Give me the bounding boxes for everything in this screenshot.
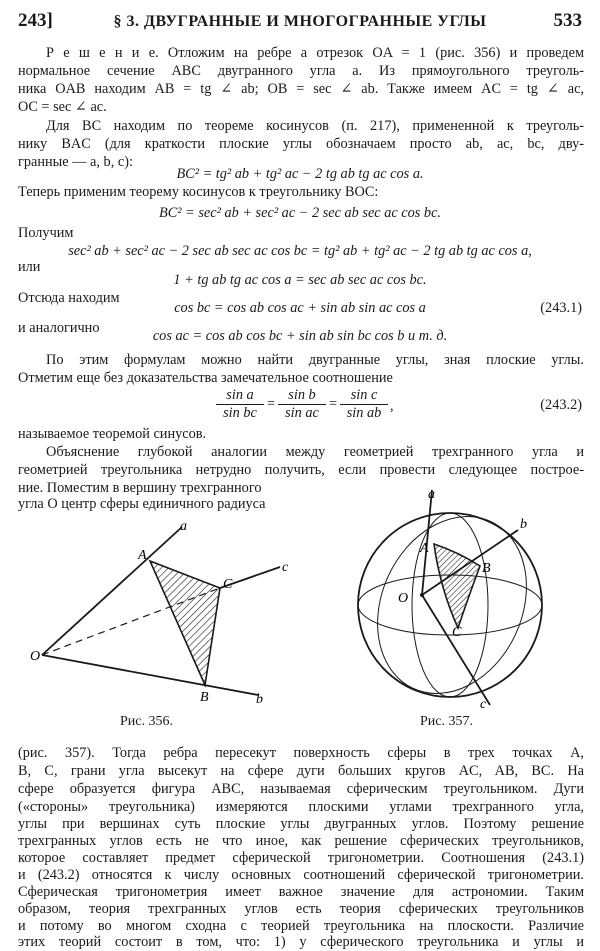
text-line: (рис. 357). Тогда ребра пересекут поверхность сферы в трех точках A, — [18, 745, 584, 761]
text-line: угла O центр сферы единичного радиуса — [18, 496, 266, 512]
equals-sign: = — [267, 396, 276, 412]
text-line: и (243.2) относятся к числу основных соотношений сферической тригонометрии. — [18, 867, 584, 883]
formula-equated: sec² ab + sec² ac − 2 sec ab sec ac cos bc = tg² ab + tg² ac − 2 tg ab tg ac cos a, — [68, 243, 532, 259]
label-C: C — [452, 625, 462, 640]
figure-356-trihedral-angle — [30, 515, 300, 715]
text-line: образом, теория трехгранных углов есть теория сферических треугольников — [18, 901, 584, 917]
equals-sign: = — [329, 396, 338, 412]
formula-cos-ac: cos ac = cos ab cos bc + sin ab sin bc cos b и т. д. — [152, 328, 448, 344]
formula-cos-bc: cos bc = cos ab cos ac + sin ab sin ac cos a — [174, 300, 426, 316]
text-line: По этим формулам можно найти двугранные углы, зная плоские углы. — [46, 352, 584, 368]
text-line: Теперь применим теорему косинусов к треугольнику BOC: — [18, 184, 379, 200]
label-b: b — [256, 692, 263, 707]
spherical-triangle-abc — [434, 544, 480, 628]
fraction-sin-a — [216, 387, 264, 422]
text-line: ника OAB находим AB = tg ∠ ab; OB = sec ∠ ab. Также имеем AC = tg ∠ ac, — [18, 81, 584, 97]
text-line: B, C, грани угла высекут на сфере дуги больших кругов AC, AB, BC. На — [18, 763, 584, 779]
label-b: b — [520, 517, 527, 532]
text-line: Сферическая тригонометрия имеет важное значение для астрономии. Таким — [18, 884, 584, 900]
section-number: 243] — [18, 10, 53, 31]
equation-number-243-2: (243.2) — [540, 397, 582, 413]
running-title: § 3. ДВУГРАННЫЕ И МНОГОГРАННЫЕ УГЛЫ — [113, 13, 487, 30]
text-line: геометрией треугольника нетрудно получить, если провести следующее построе- — [18, 462, 584, 478]
label-B: B — [482, 561, 491, 576]
formula-bc-tg: BC² = tg² ab + tg² ac − 2 tg ab tg ac cos a. — [176, 166, 424, 182]
text-line: называемое теоремой синусов. — [18, 426, 207, 442]
figure-357-sphere — [340, 480, 555, 715]
label-A: A — [420, 541, 429, 556]
text-line: или — [18, 259, 41, 275]
text-line: Р е ш е н и е. Отложим на ребре a отрезок OA = 1 (рис. 356) и проведем — [46, 45, 584, 61]
edge-a — [42, 527, 182, 655]
label-O: O — [30, 649, 41, 664]
page-number: 533 — [553, 10, 582, 31]
center-point-o — [420, 593, 424, 597]
text-line: Отсюда находим — [18, 290, 120, 306]
label-a: a — [180, 519, 187, 534]
text-line: OC = sec ∠ ac. — [18, 99, 107, 115]
text-line: сфере образуется фигура ABC, называемая сферическим треугольником. Дуги — [18, 781, 584, 797]
text-line: гранные — a, b, c): — [18, 154, 133, 170]
label-A: A — [138, 548, 147, 563]
text-line: Объяснение глубокой аналогии между геометрией трехгранного угла и — [46, 444, 584, 460]
equation-number-243-1: (243.1) — [540, 300, 582, 316]
edge-b — [42, 655, 258, 695]
text-line: этих теорий состоит в том, что: 1) у сферического треугольника и углы и — [18, 934, 584, 950]
text-line: Для BC находим по теореме косинусов (п. 217), примененной к треуголь- — [46, 118, 584, 134]
text-line: трехгранных углов есть не что иное, как решение сферических треугольников, — [18, 833, 584, 849]
text-line: углы при вершинах суть плоские углы двугранных углов. Поэтому решение — [18, 816, 584, 832]
fraction-sin-b — [278, 387, 326, 422]
comma: , — [390, 398, 394, 414]
text-line: и потому во многом сходна с теорией треугольника на плоскости. Различие — [18, 918, 584, 934]
text-line: ние. Поместим в вершину трехгранного — [18, 480, 262, 496]
text-line: которое составляет предмет сферической тригонометрии. Соотношения (243.1) — [18, 850, 584, 866]
text-line: и аналогично — [18, 320, 100, 336]
text-line: нормальное сечение ABC двугранного угла a. Из прямоугольного треуголь- — [18, 63, 584, 79]
figure-357-caption: Рис. 357. — [420, 714, 473, 729]
denominator: sin bc — [223, 405, 257, 421]
label-a: a — [428, 487, 435, 502]
label-c: c — [282, 560, 289, 575]
formula-bc-sec: BC² = sec² ab + sec² ac − 2 sec ab sec ac cos bc. — [159, 205, 441, 221]
label-O: O — [398, 591, 409, 606]
numerator: sin a — [216, 387, 264, 405]
figure-356-caption: Рис. 356. — [120, 714, 173, 729]
label-C: C — [223, 577, 233, 592]
numerator: sin b — [278, 387, 326, 405]
denominator: sin ab — [346, 405, 382, 421]
text-line: Получим — [18, 225, 74, 241]
text-line: («стороны» треугольника) измеряются плоскими углами трехгранного угла, — [18, 799, 584, 815]
denominator: sin ac — [285, 405, 319, 421]
section-triangle-abc — [150, 561, 220, 685]
fraction-sin-c — [340, 387, 388, 422]
label-B: B — [200, 690, 209, 705]
numerator: sin c — [340, 387, 388, 405]
text-line: нику BAC (для краткости плоские углы обозначаем просто ab, ac, bc, дву- — [18, 136, 584, 152]
formula-simplified: 1 + tg ab tg ac cos a = sec ab sec ac cos bc. — [173, 272, 427, 288]
text-line: Отметим еще без доказательства замечательное соотношение — [18, 370, 393, 386]
label-c: c — [480, 697, 487, 712]
